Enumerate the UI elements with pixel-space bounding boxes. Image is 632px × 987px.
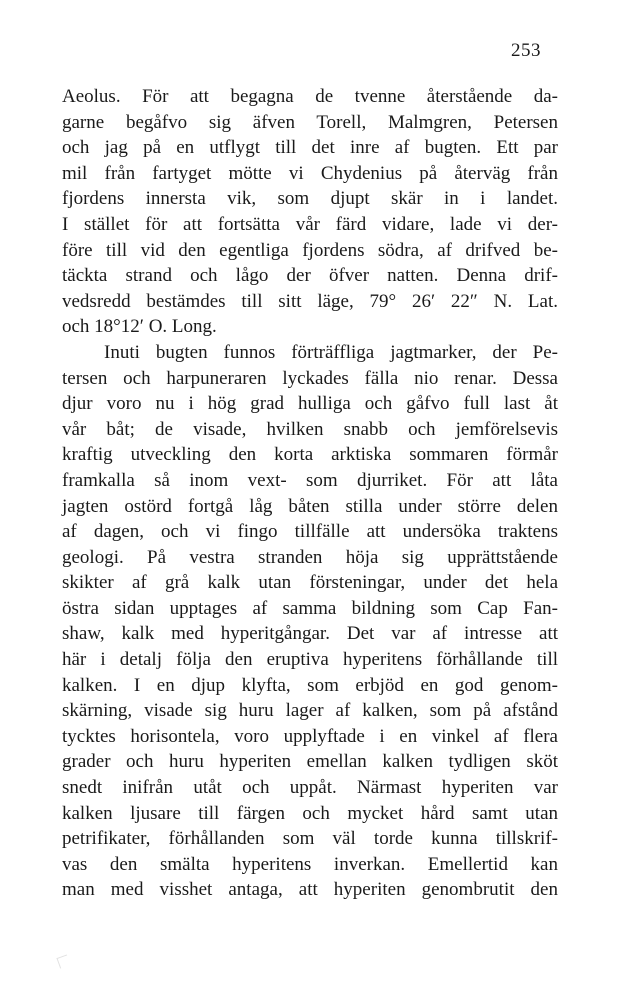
page-number: 253 bbox=[511, 40, 541, 61]
text-line: skikter af grå kalk utan försteningar, under det hela bbox=[62, 572, 558, 594]
text-line: petrifikater, förhållanden som väl torde kunna tillskrif- bbox=[62, 828, 558, 850]
text-line: tersen och harpuneraren lyckades fälla nio renar. Dessa bbox=[62, 367, 558, 389]
text-line: mil från fartyget mötte vi Chydenius på återväg från bbox=[62, 162, 558, 184]
text-line: här i detalj följa den eruptiva hyperitens förhållande till bbox=[62, 649, 558, 671]
text-line: tycktes horisontela, voro upplyftade i en vinkel af flera bbox=[62, 725, 558, 747]
text-line: snedt inifrån utåt och uppåt. Närmast hyperiten var bbox=[62, 777, 558, 799]
text-line: grader och huru hyperiten emellan kalken tydligen sköt bbox=[62, 751, 558, 773]
text-line: shaw, kalk med hyperitgångar. Det var af intresse att bbox=[62, 623, 558, 645]
text-line: skärning, visade sig huru lager af kalken, som på afstånd bbox=[62, 700, 558, 722]
text-line: I stället för att fortsätta vår färd vidare, lade vi der- bbox=[62, 213, 558, 235]
text-line: garne begåfvo sig äfven Torell, Malmgren, Petersen bbox=[62, 111, 558, 133]
text-line: Aeolus. För att begagna de tvenne återstående da- bbox=[62, 86, 558, 107]
text-line: kalken ljusare till färgen och mycket hård samt utan bbox=[62, 802, 558, 824]
text-line: af dagen, och vi fingo tillfälle att undersöka traktens bbox=[62, 521, 558, 543]
text-line: vas den smälta hyperitens inverkan. Emellertid kan bbox=[62, 853, 558, 875]
text-line: före till vid den egentliga fjordens södra, af drifved be- bbox=[62, 239, 558, 261]
text-line: man med visshet antaga, att hyperiten genombrutit den bbox=[62, 879, 558, 901]
text-line: vedsredd bestämdes till sitt läge, 79° 26′ 22″ N. Lat. bbox=[62, 290, 558, 312]
text-line: geologi. På vestra stranden höja sig upprättstående bbox=[62, 546, 558, 568]
text-line: östra sidan upptages af samma bildning som Cap Fan- bbox=[62, 597, 558, 619]
text-line: fjordens innersta vik, som djupt skär in i landet. bbox=[62, 188, 558, 210]
text-line: framkalla så inom vext- som djurriket. För att låta bbox=[62, 469, 558, 491]
text-line: täckta strand och lågo der öfver natten. Denna drif- bbox=[62, 265, 558, 287]
text-line: kraftig utveckling den korta arktiska sommaren förmår bbox=[62, 444, 558, 466]
text-line: jagten ostörd fortgå låg båten stilla under större delen bbox=[62, 495, 558, 517]
body-text bbox=[62, 84, 558, 903]
text-line: Inuti bugten funnos förträffliga jagtmarker, der Pe- bbox=[104, 341, 558, 363]
text-line: och jag på en utflygt till det inre af bugten. Ett par bbox=[62, 137, 558, 159]
paper-crease-mark bbox=[56, 954, 70, 968]
text-line: djur voro nu i hög grad hulliga och gåfvo full last åt bbox=[62, 393, 558, 415]
text-line: och 18°12′ O. Long. bbox=[62, 316, 217, 338]
text-line: vår båt; de visade, hvilken snabb och jemförelsevis bbox=[62, 418, 558, 440]
text-line: kalken. I en djup klyfta, som erbjöd en god genom- bbox=[62, 674, 558, 696]
